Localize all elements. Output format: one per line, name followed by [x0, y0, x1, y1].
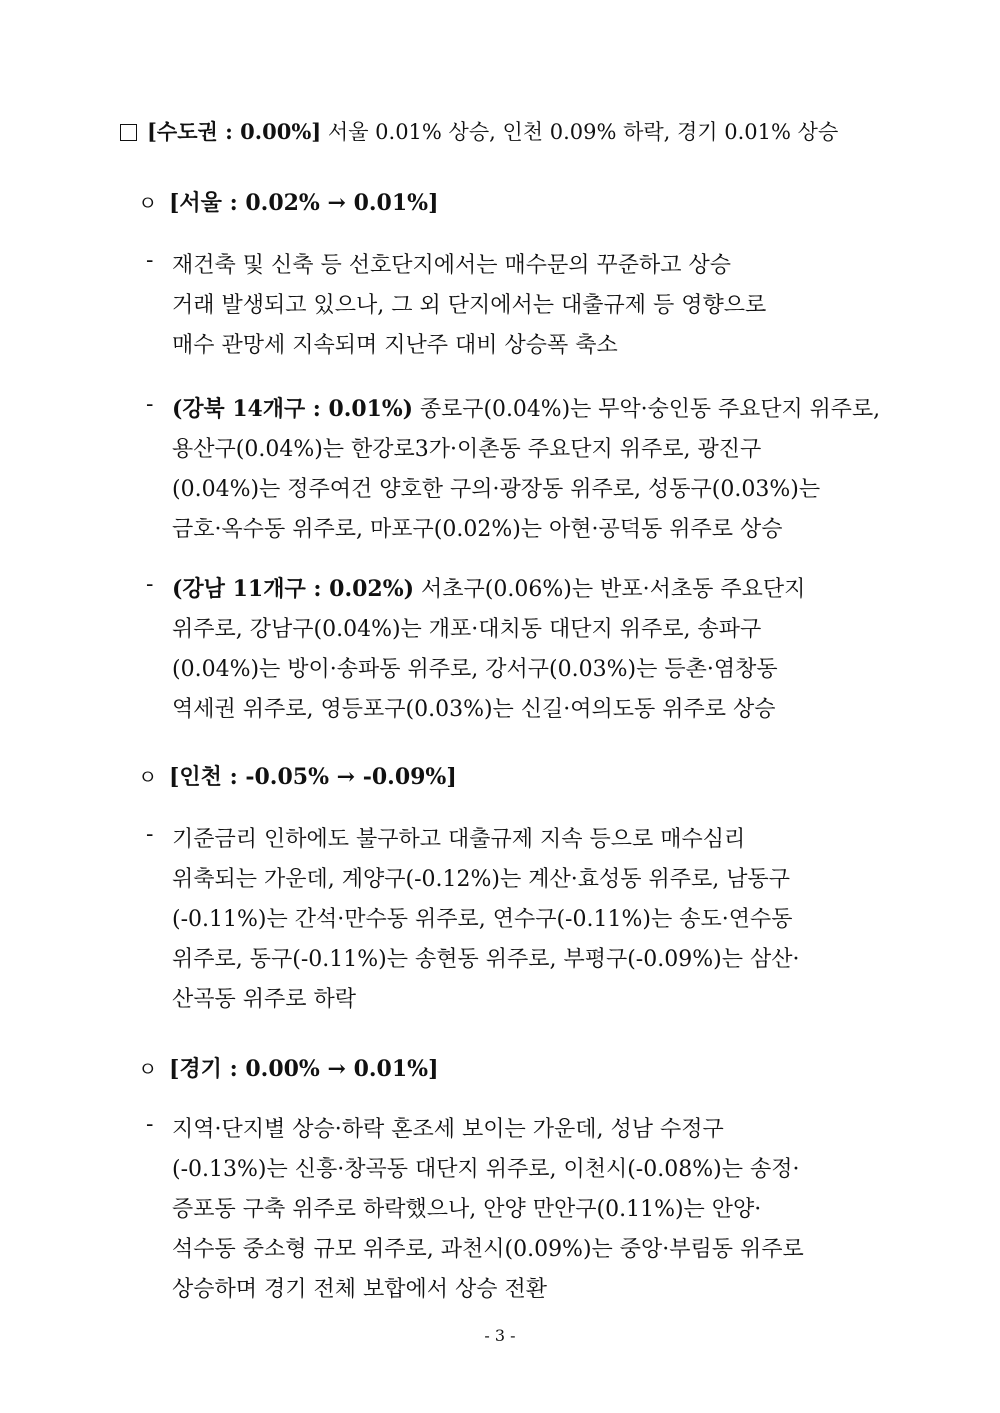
dash-bullet: - — [146, 572, 154, 597]
incheon-line4: 위주로, 동구(-0.11%)는 송현동 위주로, 부평구(-0.09%)는 삼산· — [172, 947, 800, 972]
incheon-title: [인천 : -0.05% → -0.09%] — [169, 764, 457, 790]
seoul-para1-line3: 매수 관망세 지속되며 지난주 대비 상승폭 축소 — [172, 333, 618, 358]
gyeonggi-line2: (-0.13%)는 신흥·창곡동 대단지 위주로, 이천시(-0.08%)는 송정· — [172, 1157, 800, 1182]
gyeonggi-line1: 지역·단지별 상승·하락 혼조세 보이는 가운데, 성남 수정구 — [172, 1117, 724, 1142]
circle-bullet-icon: ㅇ — [138, 765, 158, 789]
circle-bullet-icon: ㅇ — [138, 1057, 158, 1081]
gyeonggi-title: [경기 : 0.00% → 0.01%] — [169, 1056, 439, 1082]
dash-bullet: - — [146, 1112, 154, 1137]
seoul-subheading — [138, 186, 439, 217]
dash-bullet: - — [146, 392, 154, 417]
heading-label: [수도권 : 0.00%] — [147, 119, 322, 144]
dash-bullet: - — [146, 248, 154, 273]
incheon-line2: 위축되는 가운데, 계양구(-0.12%)는 계산·효성동 위주로, 남동구 — [172, 867, 790, 892]
gyeonggi-subheading — [138, 1052, 439, 1083]
gangbuk-first-text: 종로구(0.04%)는 무악·숭인동 주요단지 위주로, — [419, 397, 881, 422]
gyeonggi-line3: 증포동 구축 위주로 하락했으나, 안양 만안구(0.11%)는 안양· — [172, 1197, 762, 1222]
incheon-line1: 기준금리 인하에도 불구하고 대출규제 지속 등으로 매수심리 — [172, 827, 746, 852]
dash-bullet: - — [146, 822, 154, 847]
incheon-line5: 산곡동 위주로 하락 — [172, 987, 357, 1012]
incheon-subheading — [138, 760, 457, 791]
seoul-para1-line2: 거래 발생되고 있으나, 그 외 단지에서는 대출규제 등 영향으로 — [172, 293, 767, 318]
gangbuk-label: (강북 14개구 : 0.01%) — [172, 396, 414, 422]
seoul-para3-line2: 위주로, 강남구(0.04%)는 개포·대치동 대단지 위주로, 송파구 — [172, 617, 762, 642]
incheon-line3: (-0.11%)는 간석·만수동 위주로, 연수구(-0.11%)는 송도·연수동 — [172, 907, 793, 932]
gangnam-label: (강남 11개구 : 0.02%) — [172, 576, 415, 602]
checkbox-square-icon — [120, 124, 137, 141]
seoul-para1-line1: 재건축 및 신축 등 선호단지에서는 매수문의 꾸준하고 상승 — [172, 253, 732, 278]
heading-text: 서울 0.01% 상승, 인천 0.09% 하락, 경기 0.01% 상승 — [327, 120, 839, 144]
seoul-para2-line2: 용산구(0.04%)는 한강로3가·이촌동 주요단지 위주로, 광진구 — [172, 437, 762, 462]
circle-bullet-icon: ㅇ — [138, 191, 158, 215]
page-number: - 3 - — [484, 1326, 516, 1345]
section-heading — [120, 116, 880, 146]
seoul-para3-line4: 역세권 위주로, 영등포구(0.03%)는 신길·여의도동 위주로 상승 — [172, 697, 776, 722]
seoul-para3-line3: (0.04%)는 방이·송파동 위주로, 강서구(0.03%)는 등촌·염창동 — [172, 657, 778, 682]
seoul-para2-line1 — [172, 392, 881, 423]
seoul-para3-line1 — [172, 572, 880, 603]
seoul-para2-line4: 금호·옥수동 위주로, 마포구(0.02%)는 아현·공덕동 위주로 상승 — [172, 517, 783, 542]
gyeonggi-line5: 상승하며 경기 전체 보합에서 상승 전환 — [172, 1277, 547, 1302]
gyeonggi-line4: 석수동 중소형 규모 위주로, 과천시(0.09%)는 중앙·부림동 위주로 — [172, 1237, 804, 1262]
seoul-para2-line3: (0.04%)는 정주여건 양호한 구의·광장동 위주로, 성동구(0.03%)는 — [172, 477, 821, 502]
seoul-title: [서울 : 0.02% → 0.01%] — [169, 190, 439, 216]
gangnam-first-text: 서초구(0.06%)는 반포·서초동 주요단지 — [421, 577, 806, 602]
